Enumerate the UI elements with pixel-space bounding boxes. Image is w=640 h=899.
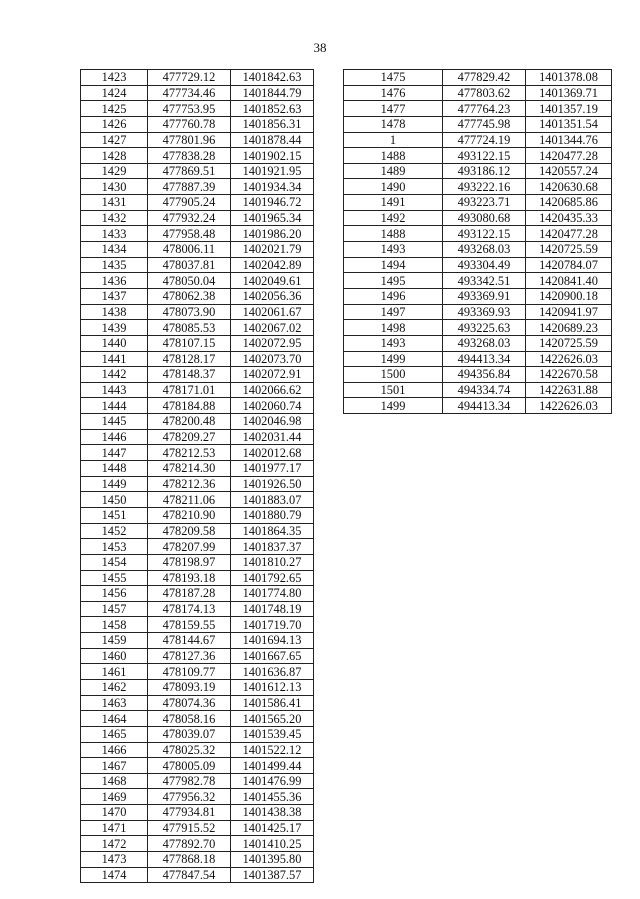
table-row xyxy=(81,163,314,179)
table-row xyxy=(81,805,314,821)
y-coordinate-cell: 1420725.59 xyxy=(526,242,612,258)
point-number-cell: 1501 xyxy=(344,382,443,398)
table-row xyxy=(344,210,612,226)
y-coordinate-cell: 1401565.20 xyxy=(231,711,314,727)
x-coordinate-cell: 493080.68 xyxy=(443,210,526,226)
y-coordinate-cell: 1402073.70 xyxy=(231,351,314,367)
x-coordinate-cell: 478073.90 xyxy=(148,304,231,320)
x-coordinate-cell: 478193.18 xyxy=(148,570,231,586)
table-row xyxy=(81,695,314,711)
x-coordinate-cell: 477829.42 xyxy=(443,70,526,86)
point-number-cell: 1458 xyxy=(81,617,148,633)
table-row xyxy=(344,101,612,117)
table-row xyxy=(81,711,314,727)
x-coordinate-cell: 478005.09 xyxy=(148,758,231,774)
point-number-cell: 1434 xyxy=(81,242,148,258)
point-number-cell: 1426 xyxy=(81,116,148,132)
y-coordinate-cell: 1402049.61 xyxy=(231,273,314,289)
table-row xyxy=(81,523,314,539)
point-number-cell: 1461 xyxy=(81,664,148,680)
y-coordinate-cell: 1402072.95 xyxy=(231,335,314,351)
table-row xyxy=(344,382,612,398)
table-row xyxy=(81,242,314,258)
y-coordinate-cell: 1401844.79 xyxy=(231,85,314,101)
x-coordinate-cell: 477734.46 xyxy=(148,85,231,101)
table-row xyxy=(81,461,314,477)
y-coordinate-cell: 1401425.17 xyxy=(231,820,314,836)
point-number-cell: 1433 xyxy=(81,226,148,242)
x-coordinate-cell: 477905.24 xyxy=(148,195,231,211)
point-number-cell: 1443 xyxy=(81,382,148,398)
y-coordinate-cell: 1420841.40 xyxy=(526,273,612,289)
point-number-cell: 1495 xyxy=(344,273,443,289)
x-coordinate-cell: 493369.91 xyxy=(443,288,526,304)
point-number-cell: 1470 xyxy=(81,805,148,821)
point-number-cell: 1431 xyxy=(81,195,148,211)
table-row xyxy=(344,85,612,101)
y-coordinate-cell: 1401438.38 xyxy=(231,805,314,821)
y-coordinate-cell: 1422626.03 xyxy=(526,398,612,414)
x-coordinate-cell: 478037.81 xyxy=(148,257,231,273)
point-number-cell: 1448 xyxy=(81,461,148,477)
y-coordinate-cell: 1420725.59 xyxy=(526,335,612,351)
y-coordinate-cell: 1420477.28 xyxy=(526,148,612,164)
point-number-cell: 1432 xyxy=(81,210,148,226)
table-row xyxy=(344,335,612,351)
table-row xyxy=(81,852,314,868)
x-coordinate-cell: 477838.28 xyxy=(148,148,231,164)
y-coordinate-cell: 1420435.33 xyxy=(526,210,612,226)
point-number-cell: 1442 xyxy=(81,367,148,383)
y-coordinate-cell: 1402060.74 xyxy=(231,398,314,414)
point-number-cell: 1488 xyxy=(344,148,443,164)
table-row xyxy=(81,257,314,273)
y-coordinate-cell: 1401378.08 xyxy=(526,70,612,86)
table-row xyxy=(81,429,314,445)
point-number-cell: 1429 xyxy=(81,163,148,179)
point-number-cell: 1450 xyxy=(81,492,148,508)
table-row xyxy=(81,617,314,633)
y-coordinate-cell: 1401539.45 xyxy=(231,726,314,742)
point-number-cell: 1494 xyxy=(344,257,443,273)
y-coordinate-cell: 1401856.31 xyxy=(231,116,314,132)
point-number-cell: 1468 xyxy=(81,773,148,789)
table-row xyxy=(344,304,612,320)
table-row xyxy=(81,726,314,742)
table-row xyxy=(81,273,314,289)
y-coordinate-cell: 1401387.57 xyxy=(231,867,314,883)
y-coordinate-cell: 1420685.86 xyxy=(526,195,612,211)
x-coordinate-cell: 478159.55 xyxy=(148,617,231,633)
point-number-cell: 1498 xyxy=(344,320,443,336)
x-coordinate-cell: 478085.53 xyxy=(148,320,231,336)
point-number-cell: 1491 xyxy=(344,195,443,211)
x-coordinate-cell: 477869.51 xyxy=(148,163,231,179)
table-row xyxy=(344,195,612,211)
x-coordinate-cell: 478127.36 xyxy=(148,648,231,664)
y-coordinate-cell: 1401902.15 xyxy=(231,148,314,164)
table-row xyxy=(81,492,314,508)
table-row xyxy=(344,163,612,179)
point-number-cell: 1500 xyxy=(344,367,443,383)
table-row xyxy=(81,210,314,226)
y-coordinate-cell: 1402046.98 xyxy=(231,414,314,430)
x-coordinate-cell: 477803.62 xyxy=(443,85,526,101)
point-number-cell: 1444 xyxy=(81,398,148,414)
point-number-cell: 1453 xyxy=(81,539,148,555)
table-row xyxy=(81,304,314,320)
table-row xyxy=(81,116,314,132)
y-coordinate-cell: 1401499.44 xyxy=(231,758,314,774)
y-coordinate-cell: 1401410.25 xyxy=(231,836,314,852)
x-coordinate-cell: 493122.15 xyxy=(443,226,526,242)
table-row xyxy=(81,335,314,351)
y-coordinate-cell: 1401921.95 xyxy=(231,163,314,179)
point-number-cell: 1449 xyxy=(81,476,148,492)
y-coordinate-cell: 1420630.68 xyxy=(526,179,612,195)
point-number-cell: 1489 xyxy=(344,163,443,179)
table-row xyxy=(81,195,314,211)
x-coordinate-cell: 493222.16 xyxy=(443,179,526,195)
table-row xyxy=(81,867,314,883)
table-row xyxy=(81,320,314,336)
point-number-cell: 1452 xyxy=(81,523,148,539)
y-coordinate-cell: 1401878.44 xyxy=(231,132,314,148)
x-coordinate-cell: 477847.54 xyxy=(148,867,231,883)
x-coordinate-cell: 477724.19 xyxy=(443,132,526,148)
y-coordinate-cell: 1401926.50 xyxy=(231,476,314,492)
table-row xyxy=(344,226,612,242)
table-row xyxy=(81,398,314,414)
table-row xyxy=(81,758,314,774)
x-coordinate-cell: 478074.36 xyxy=(148,695,231,711)
point-number-cell: 1467 xyxy=(81,758,148,774)
table-row xyxy=(81,476,314,492)
x-coordinate-cell: 478006.11 xyxy=(148,242,231,258)
point-number-cell: 1471 xyxy=(81,820,148,836)
x-coordinate-cell: 477764.23 xyxy=(443,101,526,117)
point-number-cell: 1441 xyxy=(81,351,148,367)
y-coordinate-cell: 1401636.87 xyxy=(231,664,314,680)
table-row xyxy=(81,148,314,164)
point-number-cell: 1457 xyxy=(81,601,148,617)
x-coordinate-cell: 477892.70 xyxy=(148,836,231,852)
y-coordinate-cell: 1401455.36 xyxy=(231,789,314,805)
x-coordinate-cell: 477932.24 xyxy=(148,210,231,226)
table-row xyxy=(344,70,612,86)
point-number-cell: 1455 xyxy=(81,570,148,586)
point-number-cell: 1440 xyxy=(81,335,148,351)
point-number-cell: 1473 xyxy=(81,852,148,868)
y-coordinate-cell: 1401864.35 xyxy=(231,523,314,539)
y-coordinate-cell: 1401612.13 xyxy=(231,679,314,695)
table-row xyxy=(344,351,612,367)
y-coordinate-cell: 1402042.89 xyxy=(231,257,314,273)
x-coordinate-cell: 478212.36 xyxy=(148,476,231,492)
x-coordinate-cell: 494413.34 xyxy=(443,398,526,414)
point-number-cell: 1476 xyxy=(344,85,443,101)
x-coordinate-cell: 494413.34 xyxy=(443,351,526,367)
y-coordinate-cell: 1401522.12 xyxy=(231,742,314,758)
y-coordinate-cell: 1401946.72 xyxy=(231,195,314,211)
y-coordinate-cell: 1402031.44 xyxy=(231,429,314,445)
point-number-cell: 1425 xyxy=(81,101,148,117)
point-number-cell: 1428 xyxy=(81,148,148,164)
point-number-cell: 1496 xyxy=(344,288,443,304)
point-number-cell: 1423 xyxy=(81,70,148,86)
table-row xyxy=(344,398,612,414)
point-number-cell: 1497 xyxy=(344,304,443,320)
y-coordinate-cell: 1420557.24 xyxy=(526,163,612,179)
point-number-cell: 1465 xyxy=(81,726,148,742)
y-coordinate-cell: 1401586.41 xyxy=(231,695,314,711)
y-coordinate-cell: 1401880.79 xyxy=(231,507,314,523)
y-coordinate-cell: 1422626.03 xyxy=(526,351,612,367)
x-coordinate-cell: 478184.88 xyxy=(148,398,231,414)
point-number-cell: 1493 xyxy=(344,242,443,258)
point-number-cell: 1477 xyxy=(344,101,443,117)
y-coordinate-cell: 1401357.19 xyxy=(526,101,612,117)
y-coordinate-cell: 1402021.79 xyxy=(231,242,314,258)
table-row xyxy=(81,773,314,789)
table-row xyxy=(81,414,314,430)
x-coordinate-cell: 478062.38 xyxy=(148,288,231,304)
x-coordinate-cell: 478039.07 xyxy=(148,726,231,742)
x-coordinate-cell: 478207.99 xyxy=(148,539,231,555)
point-number-cell: 1493 xyxy=(344,335,443,351)
y-coordinate-cell: 1401774.80 xyxy=(231,586,314,602)
y-coordinate-cell: 1401986.20 xyxy=(231,226,314,242)
y-coordinate-cell: 1402066.62 xyxy=(231,382,314,398)
x-coordinate-cell: 478200.48 xyxy=(148,414,231,430)
x-coordinate-cell: 477915.52 xyxy=(148,820,231,836)
table-row xyxy=(81,367,314,383)
table-row xyxy=(344,257,612,273)
x-coordinate-cell: 478209.27 xyxy=(148,429,231,445)
table-row xyxy=(344,148,612,164)
x-coordinate-cell: 493268.03 xyxy=(443,242,526,258)
y-coordinate-cell: 1401748.19 xyxy=(231,601,314,617)
x-coordinate-cell: 477868.18 xyxy=(148,852,231,868)
y-coordinate-cell: 1420477.28 xyxy=(526,226,612,242)
x-coordinate-cell: 493223.71 xyxy=(443,195,526,211)
table-row xyxy=(81,789,314,805)
table-row xyxy=(81,679,314,695)
x-coordinate-cell: 478209.58 xyxy=(148,523,231,539)
x-coordinate-cell: 494356.84 xyxy=(443,367,526,383)
y-coordinate-cell: 1401842.63 xyxy=(231,70,314,86)
table-row xyxy=(344,273,612,289)
point-number-cell: 1488 xyxy=(344,226,443,242)
point-number-cell: 1445 xyxy=(81,414,148,430)
y-coordinate-cell: 1420784.07 xyxy=(526,257,612,273)
table-row xyxy=(81,445,314,461)
x-coordinate-cell: 493122.15 xyxy=(443,148,526,164)
y-coordinate-cell: 1420900.18 xyxy=(526,288,612,304)
point-number-cell: 1454 xyxy=(81,554,148,570)
table-row xyxy=(81,664,314,680)
x-coordinate-cell: 478171.01 xyxy=(148,382,231,398)
table-row xyxy=(344,242,612,258)
table-row xyxy=(344,367,612,383)
y-coordinate-cell: 1402061.67 xyxy=(231,304,314,320)
table-row xyxy=(344,288,612,304)
table-row xyxy=(81,570,314,586)
point-number-cell: 1435 xyxy=(81,257,148,273)
table-row xyxy=(81,601,314,617)
y-coordinate-cell: 1402067.02 xyxy=(231,320,314,336)
x-coordinate-cell: 478148.37 xyxy=(148,367,231,383)
x-coordinate-cell: 477760.78 xyxy=(148,116,231,132)
table-row xyxy=(81,288,314,304)
y-coordinate-cell: 1401965.34 xyxy=(231,210,314,226)
point-number-cell: 1492 xyxy=(344,210,443,226)
table-row xyxy=(81,179,314,195)
point-number-cell: 1456 xyxy=(81,586,148,602)
point-number-cell: 1490 xyxy=(344,179,443,195)
y-coordinate-cell: 1401837.37 xyxy=(231,539,314,555)
x-coordinate-cell: 478187.28 xyxy=(148,586,231,602)
point-number-cell: 1430 xyxy=(81,179,148,195)
point-number-cell: 1466 xyxy=(81,742,148,758)
y-coordinate-cell: 1420689.23 xyxy=(526,320,612,336)
point-number-cell: 1472 xyxy=(81,836,148,852)
y-coordinate-cell: 1401977.17 xyxy=(231,461,314,477)
point-number-cell: 1 xyxy=(344,132,443,148)
x-coordinate-cell: 493342.51 xyxy=(443,273,526,289)
table-row xyxy=(81,633,314,649)
point-number-cell: 1437 xyxy=(81,288,148,304)
y-coordinate-cell: 1401351.54 xyxy=(526,116,612,132)
x-coordinate-cell: 477982.78 xyxy=(148,773,231,789)
table-row xyxy=(81,836,314,852)
table-row xyxy=(81,85,314,101)
point-number-cell: 1499 xyxy=(344,398,443,414)
x-coordinate-cell: 477958.48 xyxy=(148,226,231,242)
table-row xyxy=(81,226,314,242)
table-row xyxy=(81,586,314,602)
table-row xyxy=(81,351,314,367)
point-number-cell: 1478 xyxy=(344,116,443,132)
point-number-cell: 1439 xyxy=(81,320,148,336)
point-number-cell: 1438 xyxy=(81,304,148,320)
point-number-cell: 1427 xyxy=(81,132,148,148)
point-number-cell: 1447 xyxy=(81,445,148,461)
x-coordinate-cell: 478210.90 xyxy=(148,507,231,523)
point-number-cell: 1459 xyxy=(81,633,148,649)
table-row xyxy=(81,70,314,86)
point-number-cell: 1460 xyxy=(81,648,148,664)
x-coordinate-cell: 478050.04 xyxy=(148,273,231,289)
x-coordinate-cell: 493369.93 xyxy=(443,304,526,320)
y-coordinate-cell: 1401792.65 xyxy=(231,570,314,586)
x-coordinate-cell: 478093.19 xyxy=(148,679,231,695)
table-row xyxy=(81,554,314,570)
y-coordinate-cell: 1402056.36 xyxy=(231,288,314,304)
y-coordinate-cell: 1401344.76 xyxy=(526,132,612,148)
y-coordinate-cell: 1401395.80 xyxy=(231,852,314,868)
page-number: 38 xyxy=(313,40,327,55)
table-row xyxy=(81,648,314,664)
table-row xyxy=(81,539,314,555)
y-coordinate-cell: 1401852.63 xyxy=(231,101,314,117)
table-row xyxy=(344,179,612,195)
x-coordinate-cell: 478107.15 xyxy=(148,335,231,351)
x-coordinate-cell: 478144.67 xyxy=(148,633,231,649)
x-coordinate-cell: 477745.98 xyxy=(443,116,526,132)
x-coordinate-cell: 493186.12 xyxy=(443,163,526,179)
y-coordinate-cell: 1401694.13 xyxy=(231,633,314,649)
table-row xyxy=(81,132,314,148)
table-row xyxy=(81,507,314,523)
x-coordinate-cell: 477729.12 xyxy=(148,70,231,86)
x-coordinate-cell: 477753.95 xyxy=(148,101,231,117)
x-coordinate-cell: 478128.17 xyxy=(148,351,231,367)
y-coordinate-cell: 1401934.34 xyxy=(231,179,314,195)
x-coordinate-cell: 493268.03 xyxy=(443,335,526,351)
x-coordinate-cell: 477801.96 xyxy=(148,132,231,148)
table-row xyxy=(81,820,314,836)
x-coordinate-cell: 477887.39 xyxy=(148,179,231,195)
x-coordinate-cell: 478174.13 xyxy=(148,601,231,617)
y-coordinate-cell: 1401369.71 xyxy=(526,85,612,101)
table-row xyxy=(81,742,314,758)
y-coordinate-cell: 1420941.97 xyxy=(526,304,612,320)
y-coordinate-cell: 1422631.88 xyxy=(526,382,612,398)
point-number-cell: 1499 xyxy=(344,351,443,367)
x-coordinate-cell: 478211.06 xyxy=(148,492,231,508)
point-number-cell: 1475 xyxy=(344,70,443,86)
point-number-cell: 1463 xyxy=(81,695,148,711)
x-coordinate-cell: 493304.49 xyxy=(443,257,526,273)
x-coordinate-cell: 478214.30 xyxy=(148,461,231,477)
point-number-cell: 1446 xyxy=(81,429,148,445)
x-coordinate-cell: 478025.32 xyxy=(148,742,231,758)
coordinates-table-left xyxy=(80,69,314,883)
y-coordinate-cell: 1402012.68 xyxy=(231,445,314,461)
point-number-cell: 1469 xyxy=(81,789,148,805)
y-coordinate-cell: 1401476.99 xyxy=(231,773,314,789)
y-coordinate-cell: 1401719.70 xyxy=(231,617,314,633)
x-coordinate-cell: 493225.63 xyxy=(443,320,526,336)
x-coordinate-cell: 477956.32 xyxy=(148,789,231,805)
x-coordinate-cell: 478212.53 xyxy=(148,445,231,461)
y-coordinate-cell: 1401667.65 xyxy=(231,648,314,664)
table-row xyxy=(81,382,314,398)
point-number-cell: 1451 xyxy=(81,507,148,523)
x-coordinate-cell: 478058.16 xyxy=(148,711,231,727)
coordinates-table-right xyxy=(343,69,612,414)
y-coordinate-cell: 1402072.91 xyxy=(231,367,314,383)
point-number-cell: 1462 xyxy=(81,679,148,695)
table-row xyxy=(344,320,612,336)
x-coordinate-cell: 478198.97 xyxy=(148,554,231,570)
y-coordinate-cell: 1401883.07 xyxy=(231,492,314,508)
table-row xyxy=(344,132,612,148)
table-row xyxy=(81,101,314,117)
point-number-cell: 1464 xyxy=(81,711,148,727)
point-number-cell: 1474 xyxy=(81,867,148,883)
x-coordinate-cell: 478109.77 xyxy=(148,664,231,680)
x-coordinate-cell: 477934.81 xyxy=(148,805,231,821)
y-coordinate-cell: 1422670.58 xyxy=(526,367,612,383)
point-number-cell: 1424 xyxy=(81,85,148,101)
table-row xyxy=(344,116,612,132)
y-coordinate-cell: 1401810.27 xyxy=(231,554,314,570)
x-coordinate-cell: 494334.74 xyxy=(443,382,526,398)
point-number-cell: 1436 xyxy=(81,273,148,289)
